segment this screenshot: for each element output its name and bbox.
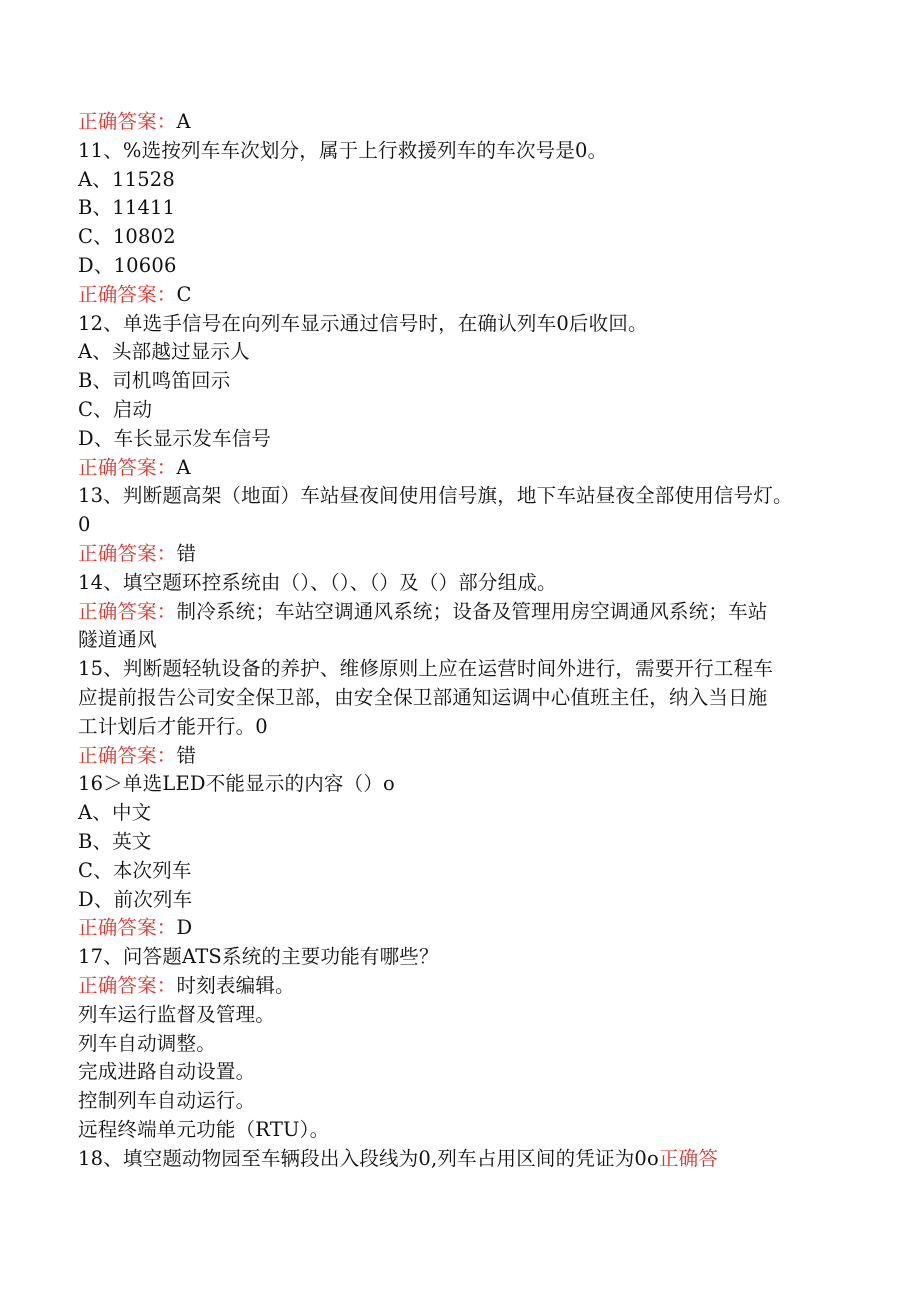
option-11-b: B、11411 (78, 196, 176, 220)
answer-label-partial: 正确答 (658, 1146, 719, 1170)
answer-value: C (176, 282, 192, 306)
answer-label: 正确答案： (78, 599, 177, 623)
question-17: 17、问答题ATS系统的主要功能有哪些？ (78, 945, 439, 969)
answer-line-11 (78, 281, 838, 310)
answer-value: 错 (176, 541, 197, 565)
answer-label: 正确答案： (78, 110, 177, 133)
option-16-b: B、英文 (78, 829, 152, 853)
answer-label: 正确答案： (78, 743, 177, 767)
answer-line-12 (78, 454, 838, 483)
answer-14-continued: 隧道通风 (78, 628, 157, 652)
question-15-line-2: 应提前报告公司安全保卫部，由安全保卫部通知运调中心值班主任，纳入当日施 (78, 685, 768, 709)
answer-label: 正确答案： (78, 973, 177, 997)
answer-value: 时刻表编辑。 (176, 973, 295, 997)
answer-value: 制冷系统；车站空调通风系统；设备及管理用房空调通风系统；车站 (176, 599, 768, 623)
question-18-text: 18、填空题动物园至车辆段出入段线为0,列车占用区间的凭证为0o (78, 1146, 659, 1170)
answer-17-item-5: 控制列车自动运行。 (78, 1089, 256, 1113)
option-16-d: D、前次列车 (78, 887, 193, 911)
question-14: 14、填空题环控系统由（）、（）、（）及（）部分组成。 (78, 570, 557, 594)
question-15-line-1: 15、判断题轻轨设备的养护、维修原则上应在运营时间外进行，需要开行工程车 (78, 657, 774, 681)
answer-label: 正确答案： (78, 541, 177, 565)
question-11: 11、%选按列车车次划分，属于上行救援列车的车次号是0。 (78, 138, 608, 162)
answer-value: 错 (176, 743, 197, 767)
option-11-c: C、10802 (78, 225, 176, 249)
option-16-c: C、本次列车 (78, 858, 192, 882)
question-13-line-2: 0 (78, 513, 91, 537)
answer-17-item-6: 远程终端单元功能（RTU）。 (78, 1117, 330, 1141)
answer-17-item-4: 完成进路自动设置。 (78, 1060, 256, 1084)
question-16: 16＞单选LED不能显示的内容（）o (78, 772, 395, 796)
question-12: 12、单选手信号在向列车显示通过信号时，在确认列车0后收回。 (78, 311, 648, 335)
answer-line-16 (78, 914, 838, 943)
option-12-d: D、车长显示发车信号 (78, 426, 272, 450)
answer-label: 正确答案： (78, 282, 177, 306)
answer-line-15 (78, 742, 838, 771)
answer-17-item-2: 列车运行监督及管理。 (78, 1002, 276, 1026)
answer-label: 正确答案： (78, 455, 177, 479)
answer-label: 正确答案： (78, 916, 177, 940)
answer-value: A (176, 455, 191, 479)
answer-value: A (176, 110, 191, 133)
option-16-a: A、中文 (78, 801, 152, 825)
question-15-line-3: 工计划后才能开行。0 (78, 714, 268, 738)
answer-line-14 (78, 598, 838, 627)
option-12-a: A、头部越过显示人 (78, 340, 250, 364)
answer-line-17 (78, 972, 838, 1001)
question-18 (78, 1145, 838, 1174)
question-list (78, 108, 838, 1173)
option-11-a: A、11528 (78, 167, 176, 191)
question-13-line-1: 13、判断题高架（地面）车站昼夜间使用信号旗，地下车站昼夜全部使用信号灯。 (78, 484, 793, 508)
answer-line-10 (78, 108, 838, 137)
option-12-c: C、启动 (78, 397, 153, 421)
answer-value: D (176, 916, 193, 940)
answer-line-13 (78, 540, 838, 569)
option-11-d: D、10606 (78, 253, 177, 277)
option-12-b: B、司机鸣笛回示 (78, 369, 231, 393)
answer-17-item-3: 列车自动调整。 (78, 1031, 216, 1055)
